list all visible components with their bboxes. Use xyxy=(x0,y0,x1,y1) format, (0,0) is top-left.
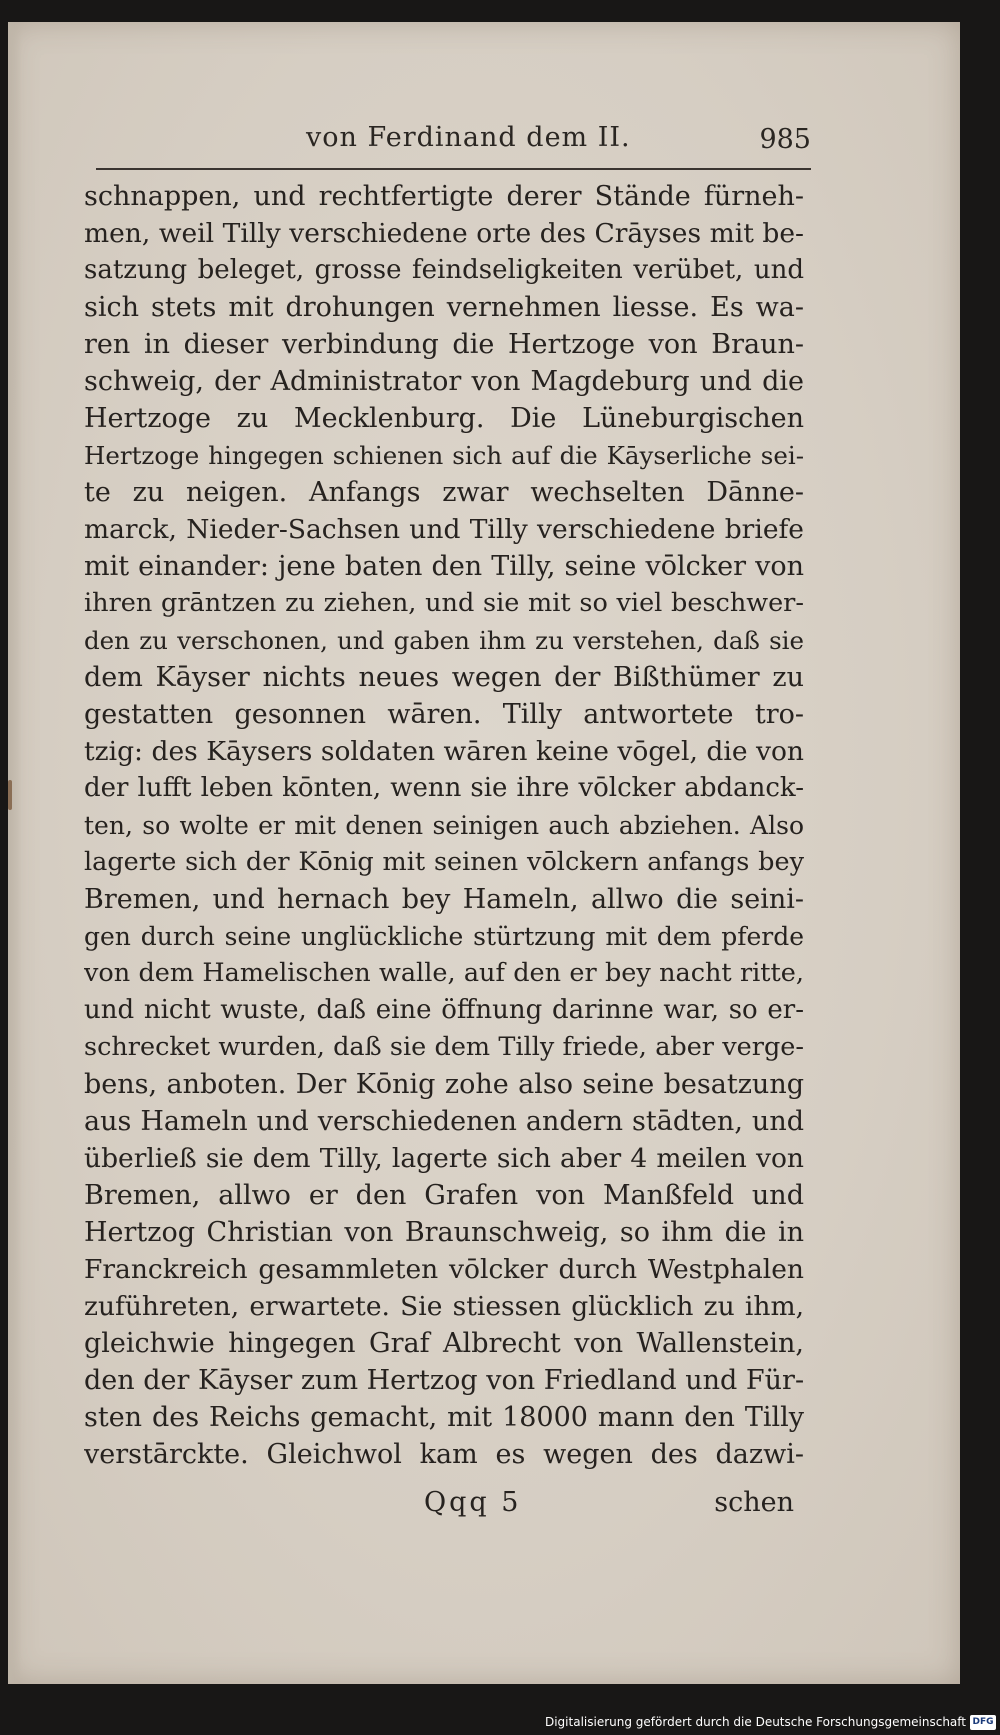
text-line: den der Kāyser zum Hertzog von Friedland und Für- xyxy=(84,1365,804,1396)
text-line: Bremen, und hernach bey Hameln, allwo die seini- xyxy=(84,884,804,915)
text-line: zuführeten, erwartete. Sie stiessen glücklich zu ihm, xyxy=(84,1291,804,1322)
text-line: von dem Hamelischen walle, auf den er bey nacht ritte, xyxy=(84,958,804,988)
text-line: der lufft leben kōnten, wenn sie ihre vōlcker abdanck- xyxy=(84,773,804,803)
text-line: Bremen, allwo er den Grafen von Manßfeld und xyxy=(84,1180,804,1211)
text-line: marck, Nieder-Sachsen und Tilly verschiedene briefe xyxy=(84,514,804,545)
text-line: ten, so wolte er mit denen seinigen auch abziehen. Also xyxy=(84,811,804,840)
text-line: ren in dieser verbindung die Hertzoge von Braun- xyxy=(84,329,804,360)
text-line: schrecket wurden, daß sie dem Tilly friede, aber verge- xyxy=(84,1032,804,1062)
text-line: gestatten gesonnen wāren. Tilly antwortete tro- xyxy=(84,699,804,730)
header-rule xyxy=(96,168,811,170)
text-line: schnappen, und rechtfertigte derer Stände fürneh- xyxy=(84,181,804,212)
text-line: te zu neigen. Anfangs zwar wechselten Dānne- xyxy=(84,477,804,508)
text-line: sich stets mit drohungen vernehmen liesse. Es wa- xyxy=(84,292,804,323)
credit-text: Digitalisierung gefördert durch die Deutsche Forschungsgemeinschaft xyxy=(544,1715,966,1729)
text-line: gleichwie hingegen Graf Albrecht von Wallenstein, xyxy=(84,1328,804,1359)
running-title: von Ferdinand dem II. xyxy=(306,122,631,153)
text-line: ihren grāntzen zu ziehen, und sie mit so viel beschwer- xyxy=(84,588,804,618)
catchword: schen xyxy=(714,1487,794,1518)
running-head xyxy=(96,116,811,166)
text-line: überließ sie dem Tilly, lagerte sich aber 4 meilen von xyxy=(84,1143,804,1174)
text-line: Franckreich gesammleten vōlcker durch Westphalen xyxy=(84,1254,804,1285)
text-line: dem Kāyser nichts neues wegen der Bißthümer zu xyxy=(84,662,804,693)
text-line: den zu verschonen, und gaben ihm zu verstehen, daß sie xyxy=(84,626,804,655)
page-footer xyxy=(84,1487,804,1527)
text-line: schweig, der Administrator von Magdeburg und die xyxy=(84,366,804,397)
text-line: men, weil Tilly verschiedene orte des Crāyses mit be- xyxy=(84,218,804,249)
text-line: gen durch seine unglückliche stürtzung mit dem pferde xyxy=(84,922,804,951)
text-line: Hertzoge hingegen schienen sich auf die Kāyserliche sei- xyxy=(84,441,804,470)
text-line: sten des Reichs gemacht, mit 18000 mann den Tilly xyxy=(84,1402,804,1433)
page-number: 985 xyxy=(759,124,811,155)
text-line: bens, anboten. Der Kōnig zohe also seine besatzung xyxy=(84,1069,804,1100)
text-line: Hertzog Christian von Braunschweig, so ihm die in xyxy=(84,1217,804,1248)
text-line: und nicht wuste, daß eine öffnung darinne war, so er- xyxy=(84,995,804,1025)
text-line: satzung beleget, grosse feindseligkeiten verübet, und xyxy=(84,255,804,285)
dfg-logo: DFG xyxy=(970,1715,996,1730)
text-line: aus Hameln und verschiedenen andern stādten, und xyxy=(84,1106,804,1137)
text-line: verstārckte. Gleichwol kam es wegen des dazwi- xyxy=(84,1439,804,1470)
page-edge-shadow xyxy=(8,22,22,1684)
text-line: tzig: des Kāysers soldaten wāren keine vōgel, die von xyxy=(84,736,804,767)
text-line: lagerte sich der Kōnig mit seinen vōlckern anfangs bey xyxy=(84,847,804,877)
page-edge-mark xyxy=(8,780,12,810)
body-text xyxy=(84,178,804,1473)
text-line: Hertzoge zu Mecklenburg. Die Lüneburgischen xyxy=(84,403,804,434)
text-line: mit einander: jene baten den Tilly, seine vōlcker von xyxy=(84,551,804,582)
signature-mark: Qqq 5 xyxy=(424,1487,522,1518)
credit-bar xyxy=(0,1712,1000,1735)
